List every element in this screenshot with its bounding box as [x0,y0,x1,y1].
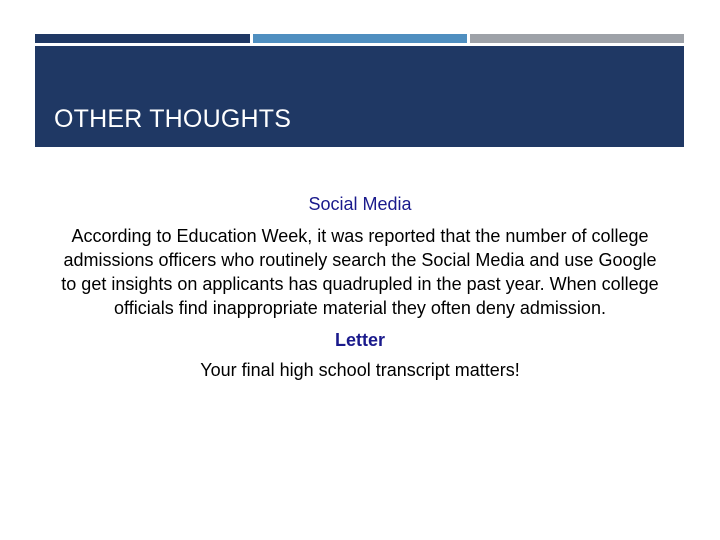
slide-content [60,190,660,384]
social-media-heading: Social Media [308,194,412,214]
letter-heading: Letter [334,330,385,350]
social-media-paragraph: According to Education Week, it was reported that the number of college admissions officers who routinely search the Social Media and use Google to get insights on applicants has quadrupled in the past year. When college officials find inappropriate material they often deny admission. [61,226,659,318]
title-band [35,46,684,147]
accent-bar-gray [470,34,684,43]
accent-bar-dark-blue [35,34,250,43]
accent-bar-light-blue [253,34,467,43]
slide-title: OTHER THOUGHTS [54,105,292,133]
letter-paragraph: Your final high school transcript matters! [200,360,520,380]
